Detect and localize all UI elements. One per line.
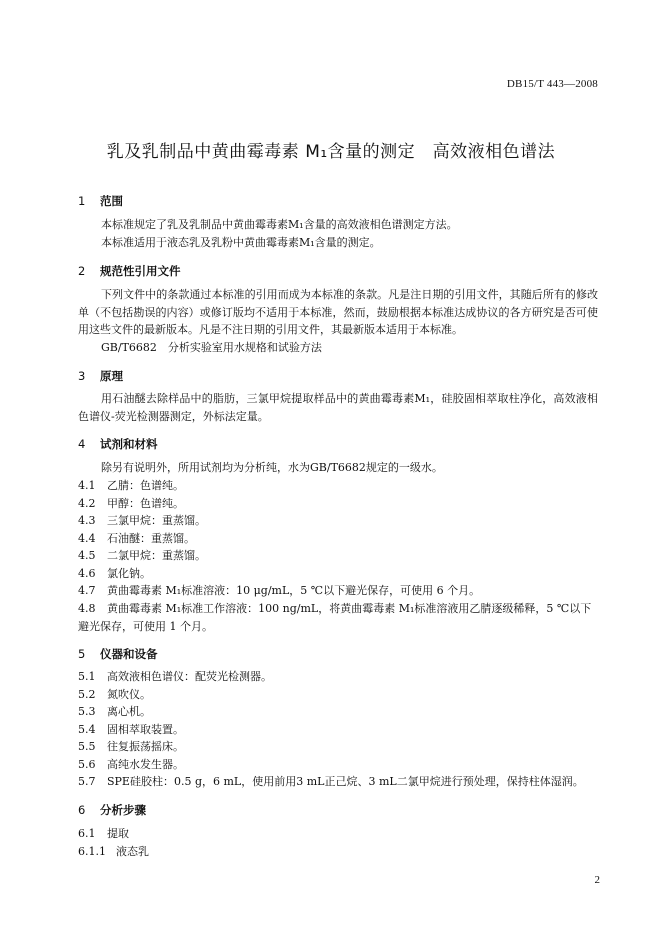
item-text: 石油醚：重蒸馏。	[107, 532, 195, 545]
section-number: 3	[78, 369, 86, 383]
item-number: 4.1	[78, 479, 96, 492]
list-item	[78, 843, 598, 861]
item-text: 液态乳	[116, 845, 149, 858]
item-text: 氮吹仪。	[107, 688, 151, 701]
item-text: 固相萃取装置。	[107, 723, 184, 736]
section-number: 1	[78, 194, 86, 208]
section-heading-reagents	[78, 436, 158, 452]
item-text: 三氯甲烷：重蒸馏。	[107, 514, 206, 527]
list-item	[78, 477, 598, 495]
section-title: 原理	[100, 369, 123, 383]
list-item	[78, 530, 598, 548]
section-number: 5	[78, 647, 86, 661]
list-item	[78, 756, 598, 774]
item-text: 高效液相色谱仪：配荧光检测器。	[107, 670, 272, 683]
paragraph: 除另有说明外，所用试剂均为分析纯，水为GB/T6682规定的一级水。	[101, 461, 443, 474]
section-number: 2	[78, 264, 86, 278]
item-text: 黄曲霉毒素 M₁标准工作溶液：100 ng/mL，将黄曲霉毒素 M₁标准溶液用乙腈逐级稀释，5 ℃以下避光保存，可使用 1 个月。	[78, 602, 592, 633]
paragraph: 本标准适用于液态乳及乳粉中黄曲霉毒素M₁含量的测定。	[101, 236, 381, 249]
item-text: 提取	[107, 827, 129, 840]
item-number: 5.7	[78, 775, 96, 788]
item-number: 5.1	[78, 670, 96, 683]
item-number: 6.1	[78, 827, 96, 840]
section-title: 规范性引用文件	[100, 264, 181, 278]
section-heading-procedure	[78, 802, 146, 818]
list-item	[78, 668, 598, 686]
section-title: 范围	[100, 194, 123, 208]
item-text: SPE硅胶柱：0.5 g，6 mL，使用前用3 mL正己烷、3 mL二氯甲烷进行预处理，保持柱体湿润。	[107, 775, 584, 788]
section-number: 4	[78, 437, 86, 451]
item-text: 甲醇：色谱纯。	[107, 497, 184, 510]
list-item	[78, 686, 598, 704]
standard-code: DB15/T 443—2008	[506, 78, 598, 90]
section-heading-scope	[78, 193, 123, 209]
section-title: 试剂和材料	[100, 437, 158, 451]
item-text: 乙腈：色谱纯。	[107, 479, 184, 492]
item-text: 高纯水发生器。	[107, 758, 184, 771]
paragraph: 用石油醚去除样品中的脂肪，三氯甲烷提取样品中的黄曲霉毒素M₁，硅胶固相萃取柱净化，高效液相色谱仪-荧光检测器测定，外标法定量。	[78, 392, 598, 423]
item-text: 黄曲霉毒素 M₁标准溶液：10 μg/mL，5 ℃以下避光保存，可使用 6 个月。	[107, 584, 481, 597]
document-title: 乳及乳制品中黄曲霉毒素 M₁含量的测定 高效液相色谱法	[106, 142, 556, 162]
item-number: 4.6	[78, 567, 96, 580]
item-number: 4.3	[78, 514, 96, 527]
item-number: 5.3	[78, 705, 96, 718]
list-item	[78, 582, 598, 600]
reference-entry: GB/T6682 分析实验室用水规格和试验方法	[101, 341, 322, 354]
item-number: 4.5	[78, 549, 96, 562]
list-item	[78, 773, 598, 791]
item-text: 氯化钠。	[107, 567, 151, 580]
item-text: 二氯甲烷：重蒸馏。	[107, 549, 206, 562]
list-item	[78, 600, 598, 635]
item-number: 5.2	[78, 688, 96, 701]
section-heading-normative-references	[78, 263, 181, 279]
list-item	[78, 721, 598, 739]
item-text: 离心机。	[107, 705, 151, 718]
section-heading-apparatus	[78, 646, 158, 662]
item-number: 4.7	[78, 584, 96, 597]
item-number: 4.8	[78, 602, 96, 615]
item-number: 4.2	[78, 497, 96, 510]
item-number: 6.1.1	[78, 845, 106, 858]
section-title: 仪器和设备	[100, 647, 158, 661]
item-number: 5.4	[78, 723, 96, 736]
paragraph: 本标准规定了乳及乳制品中黄曲霉毒素M₁含量的高效液相色谱测定方法。	[101, 218, 458, 231]
list-item	[78, 495, 598, 513]
section-heading-principle	[78, 368, 123, 384]
item-number: 5.6	[78, 758, 96, 771]
paragraph: 下列文件中的条款通过本标准的引用而成为本标准的条款。凡是注日期的引用文件，其随后所有的修改单（不包括勘误的内容）或修订版均不适用于本标准，然而，鼓励根据本标准达成协议的各方研究是否可使用这些文件的最新版本。凡是不注日期的引用文件，其最新版本适用于本标准。	[78, 288, 598, 336]
list-item	[78, 512, 598, 530]
list-item	[78, 565, 598, 583]
page-number: 2	[594, 874, 600, 886]
section-title: 分析步骤	[100, 803, 146, 817]
item-number: 5.5	[78, 740, 96, 753]
list-item	[78, 547, 598, 565]
list-item	[78, 738, 598, 756]
item-number: 4.4	[78, 532, 96, 545]
item-text: 往复振荡摇床。	[107, 740, 184, 753]
list-item	[78, 703, 598, 721]
section-number: 6	[78, 803, 86, 817]
list-item	[78, 825, 598, 843]
